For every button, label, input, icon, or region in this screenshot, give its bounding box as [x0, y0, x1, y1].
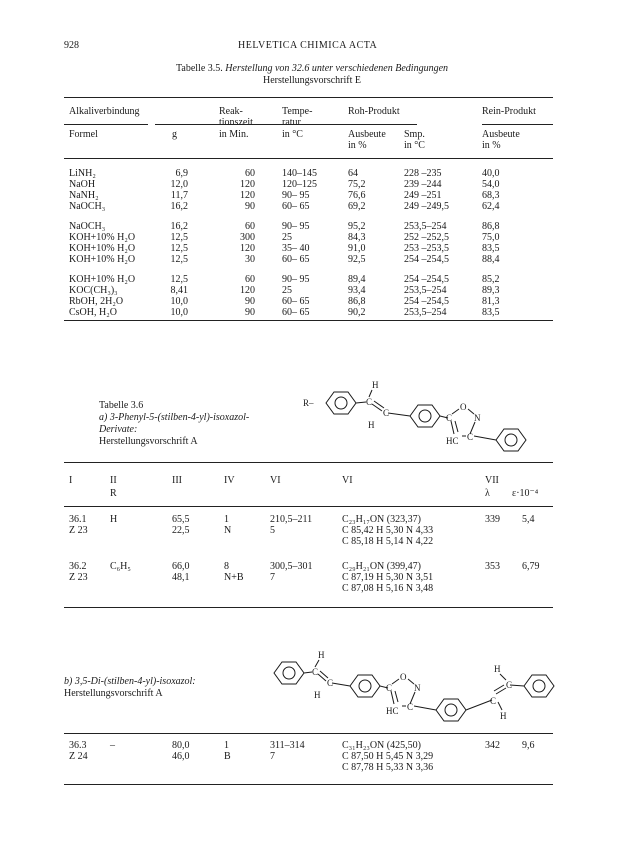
- table36-entry: [64, 514, 553, 548]
- table35-header: [64, 106, 553, 156]
- cell-ausbeute: 93,4: [348, 285, 366, 296]
- table35-row: [64, 168, 553, 179]
- table36-a-title1-text: a) 3-Phenyl-5-(stilben-4-yl)-isoxazol-: [99, 412, 250, 423]
- bond-b7: [392, 679, 399, 684]
- cell-rein: 54,0: [482, 179, 500, 190]
- cell-ausbeute: 92,5: [348, 254, 366, 265]
- cell-eps: 6,79: [522, 561, 540, 572]
- table36-a-title2: [99, 424, 137, 436]
- ring-b2-circle: [359, 680, 371, 692]
- struct-a-HC: HC: [446, 436, 459, 446]
- bond-b4: [332, 683, 350, 686]
- hdr-ausbeute2: in %: [348, 140, 367, 151]
- table36-b-top-rule: [64, 733, 553, 734]
- cell-anal-found: C 87,08 H 5,16 N 3,48: [342, 583, 434, 594]
- bond-b5: [315, 660, 319, 667]
- cell-smp: 253 –253,5: [404, 243, 449, 254]
- cell-smp: 254 –254,5: [404, 254, 449, 265]
- struct-a-R: R–: [303, 398, 314, 408]
- hdr-roh: Roh-Produkt: [348, 106, 400, 117]
- table35-row: [64, 201, 553, 212]
- cell-g: 11,7: [170, 190, 188, 201]
- hdr-reak3: in Min.: [219, 129, 249, 140]
- struct-b-C4: C: [407, 702, 414, 712]
- table35-title: Herstellung von 32.6 unter verschiedenen Bedingungen: [225, 63, 449, 74]
- cell-ausbeute: 75,2: [348, 179, 366, 190]
- cell-ausbeute: 69,2: [348, 201, 366, 212]
- table36-b-body: [64, 740, 553, 776]
- hdr-rein: Rein-Produkt: [482, 106, 536, 117]
- table36-a-vorschrift: Herstellungsvorschrift A: [99, 436, 198, 447]
- struct-a-C4: C: [467, 432, 474, 442]
- bond-a4: [388, 413, 410, 416]
- hdr36-VIb: VI: [342, 475, 353, 486]
- table36-entry: [64, 561, 553, 595]
- struct-b-C6: C: [490, 696, 497, 706]
- cell-zeit: 60: [245, 274, 255, 285]
- cell-IV-1: 1: [224, 514, 229, 525]
- table35-row: [64, 243, 553, 254]
- cell-rein: 81,3: [482, 296, 500, 307]
- ring-b1-circle: [283, 667, 295, 679]
- table35-header-rule: [64, 158, 553, 159]
- cell-g: 12,0: [170, 179, 188, 190]
- structure-a: [300, 378, 540, 454]
- structure-b: [270, 648, 560, 726]
- cell-III-1: 65,5: [172, 514, 190, 525]
- bond-a11: [455, 421, 458, 432]
- struct-b-C5: C: [506, 680, 513, 690]
- ring-b2: [350, 675, 380, 697]
- table36-b-vorschrift: Herstellungsvorschrift A: [64, 688, 163, 699]
- ring-b3: [436, 699, 466, 721]
- cell-smp: 228 –235: [404, 168, 442, 179]
- cell-III-2: 48,1: [172, 572, 190, 583]
- hdr36-VIa: VI: [270, 475, 281, 486]
- running-head: HELVETICA CHIMICA ACTA: [238, 40, 378, 51]
- cell-anal-found: C 85,18 H 5,14 N 4,22: [342, 536, 434, 547]
- cell-zeit: 60: [245, 168, 255, 179]
- cell-eps: 5,4: [522, 514, 535, 525]
- table36-b-title: [64, 676, 196, 688]
- rule-mid: [155, 124, 417, 125]
- cell-anal-calc: C 87,19 H 5,30 N 3,51: [342, 572, 434, 583]
- cell-R: C₆H₅: [110, 561, 131, 572]
- cell-g: 6,9: [175, 168, 188, 179]
- hdr-temp1: Tempe-: [282, 106, 313, 117]
- cell-smp: 249 –251: [404, 190, 442, 201]
- cell-id-z: Z 23: [69, 572, 88, 583]
- cell-VI-2: 7: [270, 751, 275, 762]
- cell-g: 12,5: [170, 243, 188, 254]
- table35-row: [64, 254, 553, 265]
- cell-formula: C₃₁H₂₃ON (425,50): [342, 740, 421, 751]
- bond-b18: [498, 702, 502, 710]
- table36-header: [64, 475, 553, 501]
- struct-b-HC: HC: [386, 706, 399, 716]
- cell-rein: 83,5: [482, 307, 500, 318]
- cell-formel: NaOCH₃: [69, 201, 106, 212]
- cell-III-1: 80,0: [172, 740, 190, 751]
- cell-rein: 89,3: [482, 285, 500, 296]
- cell-lambda: 342: [485, 740, 500, 751]
- cell-zeit: 90: [245, 296, 255, 307]
- cell-smp: 254 –254,5: [404, 296, 449, 307]
- hdr36-IV: IV: [224, 475, 235, 486]
- hdr-reak1: Reak-: [219, 106, 243, 117]
- bond-b14: [466, 700, 492, 710]
- hdr-rein-ausbeute2: in %: [482, 140, 501, 151]
- cell-id: 36.2: [69, 561, 87, 572]
- cell-temp: 60– 65: [282, 254, 310, 265]
- cell-zeit: 60: [245, 221, 255, 232]
- cell-smp: 253,5–254: [404, 285, 447, 296]
- cell-ausbeute: 90,2: [348, 307, 366, 318]
- table35-row: [64, 190, 553, 201]
- cell-IV-2: B: [224, 751, 231, 762]
- hdr-g: g: [172, 129, 177, 140]
- struct-a-O: O: [460, 402, 467, 412]
- table35-top-rule: [64, 97, 553, 98]
- cell-IV-2: N+B: [224, 572, 244, 583]
- cell-temp: 140–145: [282, 168, 317, 179]
- cell-ausbeute: 76,6: [348, 190, 366, 201]
- hdr-ausbeute1: Ausbeute: [348, 129, 386, 140]
- bond-b11: [395, 691, 398, 702]
- cell-formel: CsOH, H₂O: [69, 307, 117, 318]
- hdr36-I: I: [69, 475, 73, 486]
- cell-zeit: 120: [240, 285, 255, 296]
- bond-a13: [474, 436, 496, 440]
- struct-b-Hleft: H: [314, 690, 321, 700]
- cell-formel: KOH+10% H₂O: [69, 243, 136, 254]
- cell-VI-2: 7: [270, 572, 275, 583]
- cell-smp: 253,5–254: [404, 221, 447, 232]
- hdr-alkali: Alkaliverbindung: [69, 106, 140, 117]
- cell-temp: 25: [282, 285, 292, 296]
- cell-ausbeute: 89,4: [348, 274, 366, 285]
- cell-smp: 252 –252,5: [404, 232, 449, 243]
- table35-row: [64, 285, 553, 296]
- table36-b-title-text: b) 3,5-Di-(stilben-4-yl)-isoxazol:: [64, 676, 196, 687]
- cell-anal-calc: C 87,50 H 5,45 N 3,29: [342, 751, 434, 762]
- cell-zeit: 120: [240, 243, 255, 254]
- cell-g: 10,0: [170, 307, 188, 318]
- cell-zeit: 120: [240, 179, 255, 190]
- cell-rein: 40,0: [482, 168, 500, 179]
- cell-temp: 60– 65: [282, 307, 310, 318]
- table35-subtitle: Herstellungsvorschrift E: [262, 75, 362, 86]
- table36-a-title1: [99, 412, 249, 424]
- table36-entry: [64, 740, 553, 774]
- cell-formula: C₂₉H₂₁ON (399,47): [342, 561, 421, 572]
- struct-a-C1: C: [366, 397, 373, 407]
- table36-top-rule: [64, 462, 553, 463]
- cell-zeit: 30: [245, 254, 255, 265]
- cell-VI-1: 311–314: [270, 740, 305, 751]
- cell-lambda: 339: [485, 514, 500, 525]
- struct-b-C2: C: [327, 678, 334, 688]
- cell-formel: KOC(CH₃)₃: [69, 285, 118, 296]
- cell-g: 16,2: [170, 201, 188, 212]
- struct-b-C3: C: [386, 683, 393, 693]
- table36-b-bottom-rule: [64, 784, 553, 785]
- rule-rein: [482, 124, 553, 125]
- table35-row: [64, 221, 553, 232]
- cell-temp: 25: [282, 232, 292, 243]
- cell-id: 36.1: [69, 514, 87, 525]
- ring-b1: [274, 662, 304, 684]
- cell-zeit: 90: [245, 201, 255, 212]
- cell-temp: 120–125: [282, 179, 317, 190]
- cell-id-z: Z 23: [69, 525, 88, 536]
- cell-temp: 90– 95: [282, 190, 310, 201]
- struct-b-C1: C: [312, 667, 319, 677]
- bond-a1: [356, 402, 366, 403]
- cell-formel: KOH+10% H₂O: [69, 254, 136, 265]
- cell-formel: NaNH₂: [69, 190, 99, 201]
- cell-smp: 254 –254,5: [404, 274, 449, 285]
- struct-b-O: O: [400, 672, 407, 682]
- cell-rein: 85,2: [482, 274, 500, 285]
- cell-g: 16,2: [170, 221, 188, 232]
- cell-R: H: [110, 514, 118, 525]
- cell-eps: 9,6: [522, 740, 535, 751]
- cell-g: 12,5: [170, 254, 188, 265]
- table36-label: Tabelle 3.6: [99, 400, 144, 411]
- cell-temp: 35– 40: [282, 243, 310, 254]
- ring-a2: [410, 405, 440, 427]
- bond-b13: [414, 706, 436, 710]
- cell-rein: 75,0: [482, 232, 500, 243]
- cell-temp: 60– 65: [282, 201, 310, 212]
- cell-temp: 90– 95: [282, 221, 310, 232]
- ring-b4: [524, 675, 554, 697]
- struct-b-Hr2: H: [500, 711, 507, 721]
- cell-temp: 90– 95: [282, 274, 310, 285]
- cell-formel: NaOCH₃: [69, 221, 106, 232]
- cell-formel: KOH+10% H₂O: [69, 274, 136, 285]
- hdr-reak2: tionszeit: [219, 117, 253, 128]
- table35-row: [64, 296, 553, 307]
- table36-body: [64, 514, 553, 602]
- struct-a-Hleft: H: [368, 420, 375, 430]
- hdr36-VII: VII: [485, 475, 499, 486]
- cell-R: –: [110, 740, 115, 751]
- struct-b-Hr1: H: [494, 664, 501, 674]
- hdr36-lambda: λ: [485, 488, 490, 499]
- cell-formel: KOH+10% H₂O: [69, 232, 136, 243]
- cell-ausbeute: 84,3: [348, 232, 366, 243]
- table36-a-title2-text: Derivate:: [99, 424, 138, 435]
- cell-rein: 88,4: [482, 254, 500, 265]
- page-number: 928: [64, 40, 79, 51]
- cell-ausbeute: 95,2: [348, 221, 366, 232]
- cell-formel: LiNH₂: [69, 168, 96, 179]
- cell-zeit: 120: [240, 190, 255, 201]
- cell-rein: 68,3: [482, 190, 500, 201]
- table35-caption: [0, 63, 624, 75]
- ring-a1: [326, 392, 356, 414]
- cell-g: 10,0: [170, 296, 188, 307]
- table35-row: [64, 232, 553, 243]
- cell-VI-1: 210,5–211: [270, 514, 313, 525]
- cell-id: 36.3: [69, 740, 87, 751]
- hdr-temp3: in °C: [282, 129, 303, 140]
- cell-id-z: Z 24: [69, 751, 88, 762]
- cell-formel: NaOH: [69, 179, 96, 190]
- cell-lambda: 353: [485, 561, 500, 572]
- cell-anal-calc: C 85,42 H 5,30 N 4,33: [342, 525, 434, 536]
- table35-bottom-rule: [64, 320, 553, 321]
- cell-formel: RbOH, 2H₂O: [69, 296, 124, 307]
- ring-b3-circle: [445, 704, 457, 716]
- struct-a-N: N: [474, 413, 481, 423]
- hdr-smp2: in °C: [404, 140, 425, 151]
- cell-rein: 86,8: [482, 221, 500, 232]
- struct-b-N: N: [414, 683, 421, 693]
- hdr-rein-ausbeute1: Ausbeute: [482, 129, 520, 140]
- table35-row: [64, 274, 553, 285]
- cell-g: 12,5: [170, 274, 188, 285]
- cell-III-2: 46,0: [172, 751, 190, 762]
- bond-b17: [510, 685, 524, 686]
- table35-row: [64, 179, 553, 190]
- cell-VI-1: 300,5–301: [270, 561, 313, 572]
- hdr-formel: Formel: [69, 129, 98, 140]
- cell-temp: 60– 65: [282, 296, 310, 307]
- hdr-smp1: Smp.: [404, 129, 425, 140]
- struct-b-Htop: H: [318, 650, 325, 660]
- cell-IV-1: 1: [224, 740, 229, 751]
- ring-b4-circle: [533, 680, 545, 692]
- ring-a3: [496, 429, 526, 451]
- hdr36-eps: ε·10⁻⁴: [512, 488, 539, 499]
- cell-g: 8,41: [170, 285, 188, 296]
- cell-IV-1: 8: [224, 561, 229, 572]
- cell-formula: C₂₃H₁₇ON (323,37): [342, 514, 421, 525]
- table36-header-rule: [64, 506, 553, 507]
- ring-a3-circle: [505, 434, 517, 446]
- bond-a5: [369, 390, 372, 397]
- hdr36-III: III: [172, 475, 182, 486]
- table35-row: [64, 307, 553, 318]
- cell-g: 12,5: [170, 232, 188, 243]
- rule-formel: [64, 124, 148, 125]
- bond-b1: [304, 672, 312, 673]
- hdr-temp2: ratur: [282, 117, 301, 128]
- cell-ausbeute: 64: [348, 168, 358, 179]
- cell-III-2: 22,5: [172, 525, 190, 536]
- cell-IV-2: N: [224, 525, 232, 536]
- cell-ausbeute: 91,0: [348, 243, 366, 254]
- cell-zeit: 90: [245, 307, 255, 318]
- struct-a-Htop: H: [372, 380, 379, 390]
- ring-a1-circle: [335, 397, 347, 409]
- hdr36-R: R: [110, 488, 117, 499]
- cell-smp: 249 –249,5: [404, 201, 449, 212]
- cell-III-1: 66,0: [172, 561, 190, 572]
- struct-a-C2: C: [383, 408, 390, 418]
- cell-ausbeute: 86,8: [348, 296, 366, 307]
- bond-a7: [452, 409, 459, 414]
- hdr36-II: II: [110, 475, 117, 486]
- cell-rein: 62,4: [482, 201, 500, 212]
- cell-zeit: 300: [240, 232, 255, 243]
- table35-body: [64, 168, 553, 328]
- ring-a2-circle: [419, 410, 431, 422]
- cell-rein: 83,5: [482, 243, 500, 254]
- cell-smp: 253,5–254: [404, 307, 447, 318]
- cell-VI-2: 5: [270, 525, 275, 536]
- table36-a-bottom-rule: [64, 607, 553, 608]
- table35-label: Tabelle 3.5.: [175, 63, 223, 74]
- cell-anal-found: C 87,78 H 5,33 N 3,36: [342, 762, 434, 773]
- cell-smp: 239 –244: [404, 179, 442, 190]
- struct-a-C3: C: [446, 413, 453, 423]
